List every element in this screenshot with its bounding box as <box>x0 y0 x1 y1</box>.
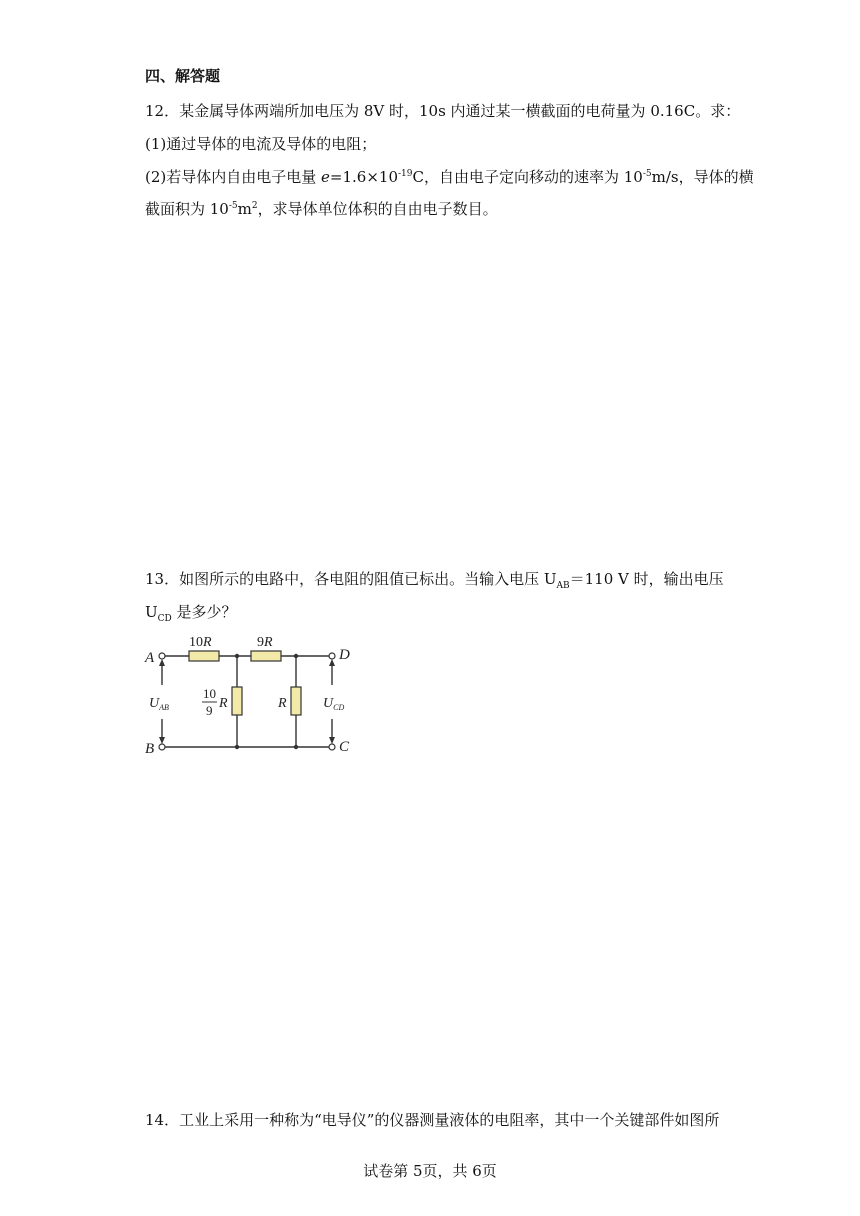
section-title: 四、解答题 <box>145 67 221 85</box>
q12-part2-text-a: (2)若导体内自由电子电量 <box>145 168 322 186</box>
label-r4-symbol: R <box>278 696 287 711</box>
q13-text-b: ＝110 V 时，输出电压 <box>569 570 724 588</box>
junction-dot <box>294 654 298 658</box>
label-node-d: D <box>339 647 350 663</box>
label-r2 <box>257 635 273 650</box>
label-u-cd <box>323 696 344 712</box>
resistor-10r <box>189 651 219 661</box>
q12-part2-continued <box>145 199 498 219</box>
label-node-c: C <box>339 739 350 755</box>
voltage-arrowheads <box>159 659 335 744</box>
circuit-diagram <box>143 635 363 760</box>
label-u-cd-sub: CD <box>333 703 345 712</box>
q13-sub-ab: AB <box>556 581 570 591</box>
junction-dot <box>294 745 298 749</box>
q12-part2-text-d: m/s，导体的横 <box>651 168 754 186</box>
q12-part2-exponent-1: -19 <box>398 169 413 179</box>
q13-text-d: 是多少？ <box>171 603 237 621</box>
junction-dot <box>235 745 239 749</box>
q13-stem-continued <box>145 602 237 622</box>
q13-text-c: U <box>145 603 158 621</box>
resistor-9r <box>251 651 281 661</box>
q13-stem <box>145 569 724 589</box>
terminal-a <box>159 653 165 659</box>
q12-line4-exponent: -5 <box>228 201 238 211</box>
q12-line4-text-b: m <box>237 200 252 218</box>
label-u-cd-main: U <box>323 696 334 711</box>
label-r2-symbol: R <box>264 635 273 650</box>
q12-part2 <box>145 167 754 187</box>
circuit-wires <box>162 656 332 747</box>
label-u-ab-main: U <box>149 696 160 711</box>
label-r3-denominator: 9 <box>206 703 213 718</box>
q13-text-a: 13．如图所示的电路中，各电阻的阻值已标出。当输入电压 U <box>145 570 557 588</box>
q12-part2-e-symbol: e <box>321 168 330 186</box>
junction-dot <box>235 654 239 658</box>
q12-line4-text-c: ，求导体单位体积的自由电子数目。 <box>257 200 498 218</box>
q12-part2-text-c: C，自由电子定向移动的速率为 10 <box>412 168 643 186</box>
q12-line4-exponent-2: 2 <box>251 201 258 211</box>
label-r3-numerator: 10 <box>203 686 216 701</box>
q12-part2-text-b: =1.6×10 <box>329 168 399 186</box>
q12-part2-exponent-2: -5 <box>642 169 652 179</box>
label-r1-coefficient: 10 <box>189 635 203 650</box>
label-node-a: A <box>145 650 155 666</box>
label-r3-symbol: R <box>219 696 228 711</box>
page-footer: 试卷第 5页，共 6页 <box>363 1162 497 1180</box>
q12-line4-text-a: 截面积为 10 <box>145 200 229 218</box>
label-r1-symbol: R <box>203 635 212 650</box>
terminal-b <box>159 744 165 750</box>
q12-stem: 12．某金属导体两端所加电压为 8V 时，10s 内通过某一横截面的电荷量为 0.16C。求： <box>145 102 741 120</box>
label-r1 <box>189 635 212 650</box>
label-u-ab <box>149 696 169 712</box>
label-u-ab-sub: AB <box>159 703 169 712</box>
terminal-c <box>329 744 335 750</box>
resistor-10-9-r <box>232 687 242 715</box>
q14-stem: 14．工业上采用一种称为“电导仪”的仪器测量液体的电阻率，其中一个关键部件如图所 <box>145 1111 720 1129</box>
resistor-r <box>291 687 301 715</box>
q12-part1: (1)通过导体的电流及导体的电阻； <box>145 135 377 153</box>
label-node-b: B <box>145 741 155 757</box>
label-r2-coefficient: 9 <box>257 635 264 650</box>
terminal-d <box>329 653 335 659</box>
q13-sub-cd: CD <box>157 614 172 624</box>
